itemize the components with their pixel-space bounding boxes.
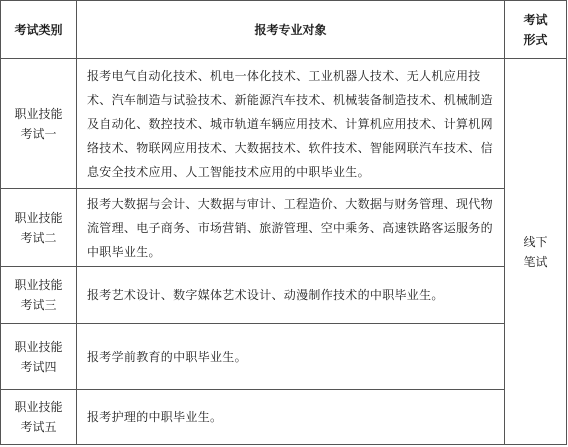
table-row [1, 59, 567, 189]
category-line1: 职业技能 [14, 210, 63, 225]
exam-form-cell [505, 59, 567, 445]
exam-form-line2: 笔试 [523, 254, 548, 269]
category-cell [1, 189, 77, 267]
header-majors: 报考专业对象 [77, 1, 505, 59]
category-cell [1, 59, 77, 189]
table-row [1, 324, 567, 390]
category-line2: 考试二 [20, 230, 57, 245]
header-form-line1: 考试 [523, 12, 548, 27]
category-line2: 考试一 [20, 126, 57, 141]
category-line1: 职业技能 [14, 278, 63, 292]
category-line2: 考试五 [20, 420, 57, 434]
majors-cell: 报考护理的中职毕业生。 [77, 390, 505, 445]
majors-cell: 报考艺术设计、数字媒体艺术设计、动漫制作技术的中职毕业生。 [77, 267, 505, 324]
table-header-row [1, 1, 567, 59]
majors-cell: 报考电气自动化技术、机电一体化技术、工业机器人技术、无人机应用技术、汽车制造与试验技术、新能源汽车技术、机械装备制造技术、机械制造及自动化、数控技术、城市轨道车辆应用技术、计算机应用技术、计算机网络技术、物联网应用技术、大数据技术、软件技术、智能网联汽车技术、信息安全技术应用、人工智能技术应用的中职毕业生。 [77, 59, 505, 189]
table-row [1, 267, 567, 324]
category-line1: 职业技能 [14, 339, 63, 354]
header-category: 考试类别 [1, 1, 77, 59]
category-line2: 考试三 [20, 298, 57, 312]
category-line2: 考试四 [20, 359, 57, 374]
header-exam-form [505, 1, 567, 59]
category-cell [1, 390, 77, 445]
category-line1: 职业技能 [14, 400, 63, 414]
majors-cell: 报考学前教育的中职毕业生。 [77, 324, 505, 390]
majors-cell: 报考大数据与会计、大数据与审计、工程造价、大数据与财务管理、现代物流管理、电子商务、市场营销、旅游管理、空中乘务、高速铁路客运服务的中职毕业生。 [77, 189, 505, 267]
table-row [1, 189, 567, 267]
category-cell [1, 267, 77, 324]
exam-form-line1: 线下 [523, 234, 548, 249]
header-form-line2: 形式 [523, 32, 548, 47]
category-line1: 职业技能 [14, 106, 63, 121]
table-row [1, 390, 567, 445]
category-cell [1, 324, 77, 390]
